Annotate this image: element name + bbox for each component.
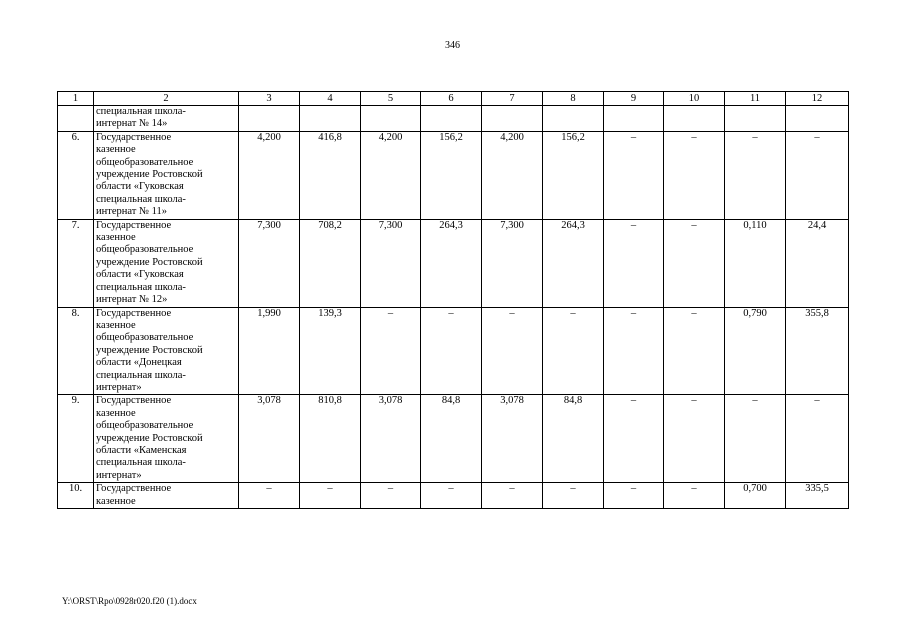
- row-number: 10.: [58, 483, 94, 509]
- value-cell: [482, 106, 543, 132]
- value-cell: [361, 106, 421, 132]
- value-cell: –: [664, 395, 725, 483]
- row-number: 6.: [58, 131, 94, 219]
- value-cell: –: [361, 483, 421, 509]
- value-cell: [725, 106, 786, 132]
- institution-name: Государственное казенное: [94, 483, 239, 509]
- data-table: [57, 91, 849, 509]
- value-cell: 708,2: [300, 219, 361, 307]
- value-cell: 156,2: [421, 131, 482, 219]
- value-cell: –: [664, 483, 725, 509]
- header-cell: 5: [361, 92, 421, 106]
- table-body: [58, 92, 849, 509]
- value-cell: [604, 106, 664, 132]
- value-cell: 156,2: [543, 131, 604, 219]
- value-cell: 4,200: [239, 131, 300, 219]
- value-cell: 416,8: [300, 131, 361, 219]
- value-cell: [300, 106, 361, 132]
- table-row: [58, 219, 849, 307]
- value-cell: [786, 106, 849, 132]
- value-cell: 264,3: [421, 219, 482, 307]
- value-cell: –: [239, 483, 300, 509]
- value-cell: 335,5: [786, 483, 849, 509]
- institution-name: Государственное казенное общеобразовательное учреждение Ростовской области «Каменская специальная школа- интернат»: [94, 395, 239, 483]
- value-cell: –: [543, 307, 604, 395]
- value-cell: 0,110: [725, 219, 786, 307]
- value-cell: –: [604, 307, 664, 395]
- table-row: [58, 307, 849, 395]
- value-cell: –: [725, 131, 786, 219]
- value-cell: 4,200: [361, 131, 421, 219]
- value-cell: [239, 106, 300, 132]
- table-row: [58, 131, 849, 219]
- header-row: [58, 92, 849, 106]
- header-cell: 8: [543, 92, 604, 106]
- header-cell: 11: [725, 92, 786, 106]
- header-cell: 9: [604, 92, 664, 106]
- value-cell: –: [664, 307, 725, 395]
- value-cell: 24,4: [786, 219, 849, 307]
- value-cell: –: [482, 307, 543, 395]
- footer-file-path: Y:\ORST\Rpo\0928r020.f20 (1).docx: [62, 596, 197, 606]
- row-number: 8.: [58, 307, 94, 395]
- value-cell: 4,200: [482, 131, 543, 219]
- header-cell: 10: [664, 92, 725, 106]
- value-cell: 3,078: [361, 395, 421, 483]
- value-cell: 7,300: [482, 219, 543, 307]
- header-cell: 6: [421, 92, 482, 106]
- value-cell: 7,300: [239, 219, 300, 307]
- value-cell: 3,078: [239, 395, 300, 483]
- header-cell: 1: [58, 92, 94, 106]
- institution-name: Государственное казенное общеобразовательное учреждение Ростовской области «Гуковская специальная школа- интернат № 11»: [94, 131, 239, 219]
- header-cell: 7: [482, 92, 543, 106]
- value-cell: 139,3: [300, 307, 361, 395]
- table-row: [58, 106, 849, 132]
- value-cell: 3,078: [482, 395, 543, 483]
- header-cell: 12: [786, 92, 849, 106]
- value-cell: 355,8: [786, 307, 849, 395]
- value-cell: –: [604, 219, 664, 307]
- value-cell: –: [421, 307, 482, 395]
- table-row: [58, 483, 849, 509]
- header-cell: 4: [300, 92, 361, 106]
- value-cell: –: [361, 307, 421, 395]
- value-cell: –: [725, 395, 786, 483]
- row-number: 7.: [58, 219, 94, 307]
- header-cell: 3: [239, 92, 300, 106]
- institution-name: специальная школа- интернат № 14»: [94, 106, 239, 132]
- value-cell: –: [543, 483, 604, 509]
- value-cell: 84,8: [421, 395, 482, 483]
- value-cell: –: [604, 483, 664, 509]
- value-cell: 1,990: [239, 307, 300, 395]
- row-number: 9.: [58, 395, 94, 483]
- value-cell: –: [300, 483, 361, 509]
- table-row: [58, 395, 849, 483]
- institution-name: Государственное казенное общеобразовательное учреждение Ростовской области «Гуковская специальная школа- интернат № 12»: [94, 219, 239, 307]
- value-cell: –: [482, 483, 543, 509]
- value-cell: 7,300: [361, 219, 421, 307]
- value-cell: –: [604, 395, 664, 483]
- value-cell: –: [421, 483, 482, 509]
- value-cell: 264,3: [543, 219, 604, 307]
- value-cell: –: [786, 395, 849, 483]
- value-cell: [421, 106, 482, 132]
- institution-name: Государственное казенное общеобразовательное учреждение Ростовской области «Донецкая специальная школа- интернат»: [94, 307, 239, 395]
- value-cell: –: [604, 131, 664, 219]
- value-cell: 0,790: [725, 307, 786, 395]
- value-cell: 810,8: [300, 395, 361, 483]
- row-number: [58, 106, 94, 132]
- value-cell: –: [664, 131, 725, 219]
- value-cell: 84,8: [543, 395, 604, 483]
- value-cell: –: [786, 131, 849, 219]
- header-cell: 2: [94, 92, 239, 106]
- value-cell: –: [664, 219, 725, 307]
- value-cell: 0,700: [725, 483, 786, 509]
- value-cell: [543, 106, 604, 132]
- value-cell: [664, 106, 725, 132]
- page-number: 346: [445, 40, 460, 51]
